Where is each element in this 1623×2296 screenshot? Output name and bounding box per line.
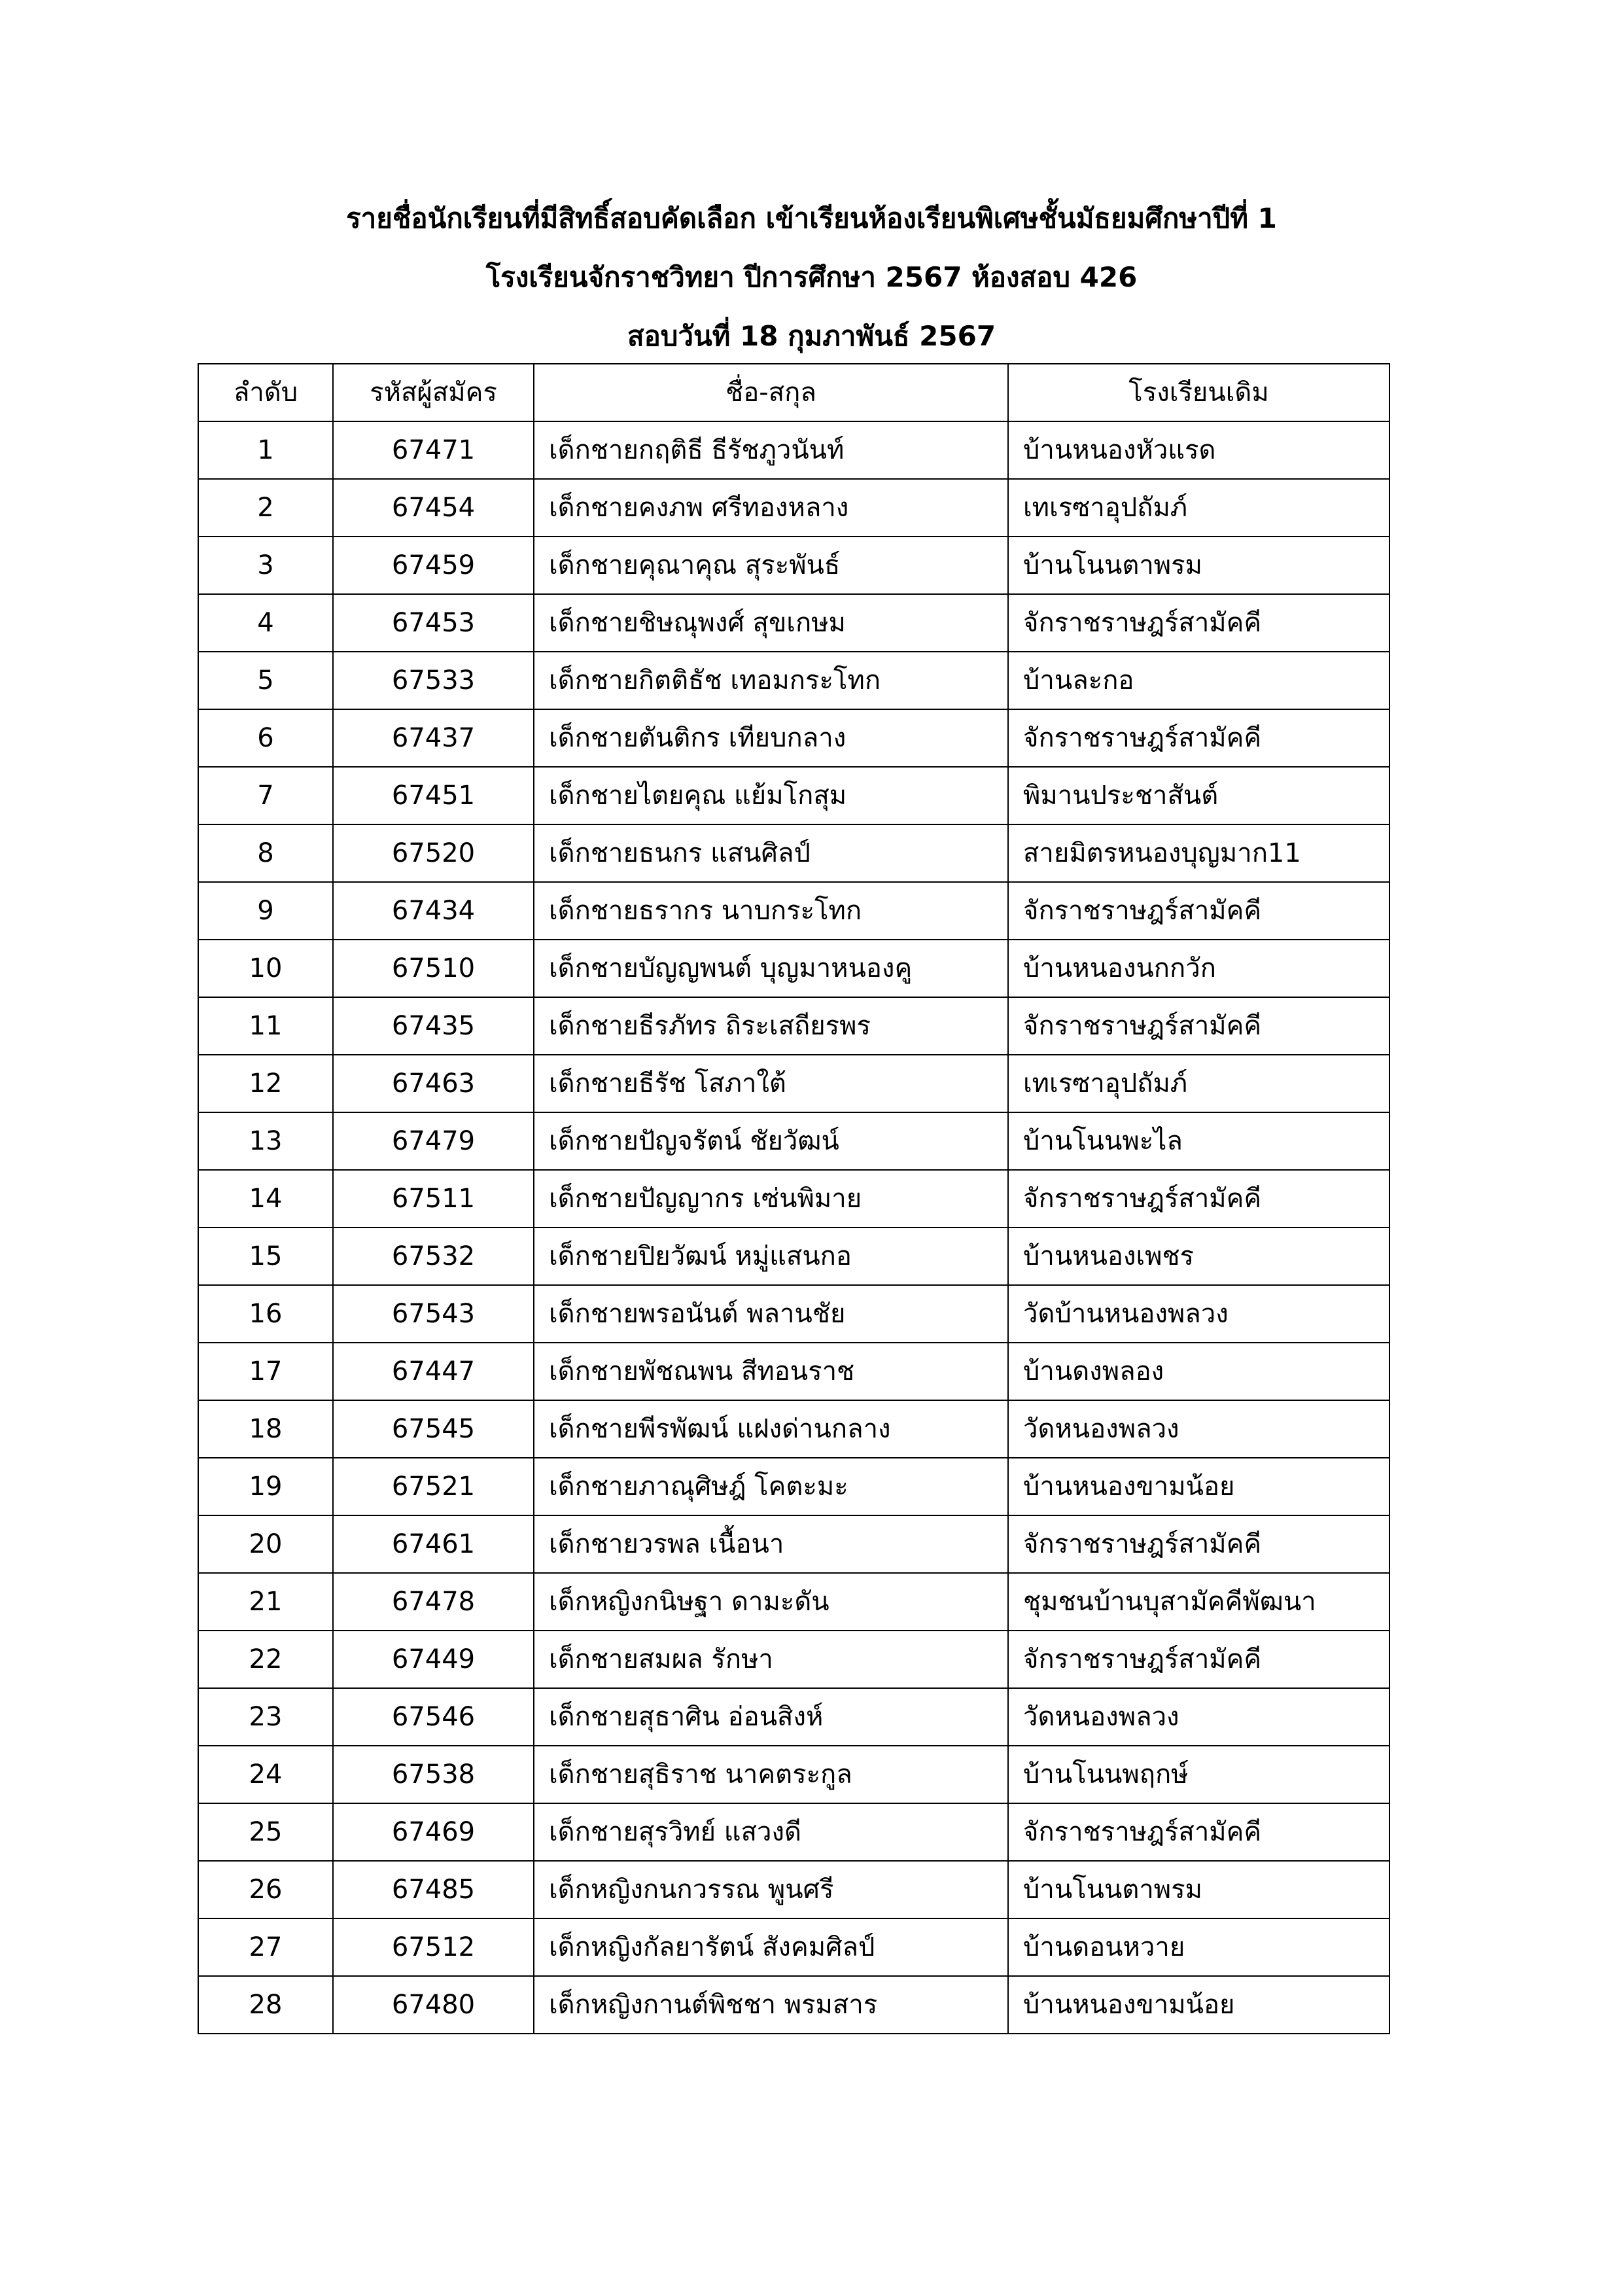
previous-school-cell: บ้านดงพลอง [1008, 1343, 1389, 1400]
applicant-code-cell: 67461 [333, 1515, 534, 1573]
school-year-room-line: โรงเรียนจักราชวิทยา ปีการศึกษา 2567 ห้องสอบ 426 [485, 261, 1138, 293]
table-row [198, 537, 1389, 594]
table-row [198, 479, 1389, 537]
applicant-code-cell: 67545 [333, 1400, 534, 1458]
previous-school-cell: บ้านโนนพะไล [1008, 1112, 1389, 1170]
table-body [198, 421, 1389, 2034]
order-cell: 21 [198, 1573, 333, 1631]
applicant-code-cell: 67437 [333, 709, 534, 767]
order-cell: 26 [198, 1861, 333, 1918]
full-name-cell: เด็กหญิงกัลยารัตน์ สังคมศิลป์ [534, 1918, 1008, 1976]
order-cell: 16 [198, 1285, 333, 1343]
order-cell: 5 [198, 652, 333, 709]
full-name-cell: เด็กชายกฤติธี ธีรัชภูวนันท์ [534, 421, 1008, 479]
previous-school-cell: สายมิตรหนองบุญมาก11 [1008, 824, 1389, 882]
applicant-code-cell: 67480 [333, 1976, 534, 2034]
previous-school-cell: พิมานประชาสันต์ [1008, 767, 1389, 824]
previous-school-cell: จักราชราษฎร์สามัคคี [1008, 1631, 1389, 1688]
order-cell: 23 [198, 1688, 333, 1746]
applicant-code-cell: 67451 [333, 767, 534, 824]
exam-date-line: สอบวันที่ 18 กุมภาพันธ์ 2567 [627, 320, 996, 352]
previous-school-cell: บ้านหนองขามน้อย [1008, 1458, 1389, 1515]
applicant-code-cell: 67532 [333, 1227, 534, 1285]
applicant-code-cell: 67459 [333, 537, 534, 594]
table-row [198, 997, 1389, 1055]
table-row [198, 767, 1389, 824]
order-cell: 15 [198, 1227, 333, 1285]
full-name-cell: เด็กชายสุรวิทย์ แสวงดี [534, 1803, 1008, 1861]
applicant-code-cell: 67471 [333, 421, 534, 479]
previous-school-cell: จักราชราษฎร์สามัคคี [1008, 1515, 1389, 1573]
order-cell: 24 [198, 1746, 333, 1803]
table-row [198, 1918, 1389, 1976]
previous-school-cell: เทเรซาอุปถัมภ์ [1008, 479, 1389, 537]
full-name-cell: เด็กชายไตยคุณ แย้มโกสุม [534, 767, 1008, 824]
full-name-cell: เด็กชายคุณาคุณ สุระพันธ์ [534, 537, 1008, 594]
order-cell: 2 [198, 479, 333, 537]
full-name-cell: เด็กชายตันติกร เทียบกลาง [534, 709, 1008, 767]
order-cell: 9 [198, 882, 333, 940]
applicant-code-cell: 67447 [333, 1343, 534, 1400]
order-cell: 17 [198, 1343, 333, 1400]
previous-school-cell: บ้านดอนหวาย [1008, 1918, 1389, 1976]
previous-school-cell: จักราชราษฎร์สามัคคี [1008, 1170, 1389, 1227]
applicant-code-cell: 67435 [333, 997, 534, 1055]
applicant-code-cell: 67543 [333, 1285, 534, 1343]
document-title: รายชื่อนักเรียนที่มีสิทธิ์สอบคัดเลือก เข้าเรียนห้องเรียนพิเศษชั้นมัธยมศึกษาปีที่ 1 [346, 202, 1277, 234]
student-list-table [198, 363, 1390, 2034]
table-row [198, 1573, 1389, 1631]
previous-school-cell: จักราชราษฎร์สามัคคี [1008, 1803, 1389, 1861]
table-row [198, 1458, 1389, 1515]
table-row [198, 1803, 1389, 1861]
full-name-cell: เด็กชายภาณุศิษฎ์ โคตะมะ [534, 1458, 1008, 1515]
order-cell: 8 [198, 824, 333, 882]
table-row [198, 1688, 1389, 1746]
order-cell: 13 [198, 1112, 333, 1170]
previous-school-cell: วัดหนองพลวง [1008, 1688, 1389, 1746]
column-header-previous-school: โรงเรียนเดิม [1008, 364, 1389, 421]
applicant-code-cell: 67485 [333, 1861, 534, 1918]
applicant-code-cell: 67512 [333, 1918, 534, 1976]
full-name-cell: เด็กชายปัญญากร เซ่นพิมาย [534, 1170, 1008, 1227]
order-cell: 25 [198, 1803, 333, 1861]
applicant-code-cell: 67479 [333, 1112, 534, 1170]
column-header-applicant-code: รหัสผู้สมัคร [333, 364, 534, 421]
table-row [198, 882, 1389, 940]
table-row [198, 709, 1389, 767]
table-row [198, 421, 1389, 479]
applicant-code-cell: 67538 [333, 1746, 534, 1803]
applicant-code-cell: 67478 [333, 1573, 534, 1631]
previous-school-cell: วัดบ้านหนองพลวง [1008, 1285, 1389, 1343]
table-row [198, 1515, 1389, 1573]
full-name-cell: เด็กหญิงกนกวรรณ พูนศรี [534, 1861, 1008, 1918]
full-name-cell: เด็กชายสุธิราช นาคตระกูล [534, 1746, 1008, 1803]
applicant-code-cell: 67510 [333, 940, 534, 997]
order-cell: 19 [198, 1458, 333, 1515]
full-name-cell: เด็กชายธรากร นาบกระโทก [534, 882, 1008, 940]
table-row [198, 1227, 1389, 1285]
full-name-cell: เด็กหญิงกนิษฐา ดามะดัน [534, 1573, 1008, 1631]
full-name-cell: เด็กชายสุธาศิน อ่อนสิงห์ [534, 1688, 1008, 1746]
table-header-row [198, 364, 1389, 421]
previous-school-cell: บ้านโนนตาพรม [1008, 1861, 1389, 1918]
table-row [198, 652, 1389, 709]
order-cell: 18 [198, 1400, 333, 1458]
previous-school-cell: จักราชราษฎร์สามัคคี [1008, 882, 1389, 940]
applicant-code-cell: 67453 [333, 594, 534, 652]
applicant-code-cell: 67521 [333, 1458, 534, 1515]
table-row [198, 940, 1389, 997]
full-name-cell: เด็กชายปัญจรัตน์ ชัยวัฒน์ [534, 1112, 1008, 1170]
previous-school-cell: บ้านหนองเพชร [1008, 1227, 1389, 1285]
column-header-order: ลำดับ [198, 364, 333, 421]
order-cell: 28 [198, 1976, 333, 2034]
table-row [198, 1112, 1389, 1170]
table-row [198, 1170, 1389, 1227]
previous-school-cell: จักราชราษฎร์สามัคคี [1008, 997, 1389, 1055]
previous-school-cell: จักราชราษฎร์สามัคคี [1008, 594, 1389, 652]
previous-school-cell: ชุมชนบ้านบุสามัคคีพัฒนา [1008, 1573, 1389, 1631]
order-cell: 7 [198, 767, 333, 824]
previous-school-cell: บ้านโนนพฤกษ์ [1008, 1746, 1389, 1803]
order-cell: 10 [198, 940, 333, 997]
table-row [198, 1285, 1389, 1343]
previous-school-cell: บ้านหนองนกกวัก [1008, 940, 1389, 997]
previous-school-cell: บ้านหนองหัวแรด [1008, 421, 1389, 479]
column-header-full-name: ชื่อ-สกุล [534, 364, 1008, 421]
order-cell: 27 [198, 1918, 333, 1976]
table-row [198, 594, 1389, 652]
applicant-code-cell: 67463 [333, 1055, 534, 1112]
table-row [198, 1055, 1389, 1112]
order-cell: 6 [198, 709, 333, 767]
full-name-cell: เด็กชายธีรภัทร ถิระเสถียรพร [534, 997, 1008, 1055]
order-cell: 4 [198, 594, 333, 652]
table-row [198, 1746, 1389, 1803]
previous-school-cell: บ้านละกอ [1008, 652, 1389, 709]
full-name-cell: เด็กชายกิตติธัช เทอมกระโทก [534, 652, 1008, 709]
order-cell: 1 [198, 421, 333, 479]
table-row [198, 1976, 1389, 2034]
previous-school-cell: เทเรซาอุปถัมภ์ [1008, 1055, 1389, 1112]
full-name-cell: เด็กชายบัญญพนต์ บุญมาหนองคู [534, 940, 1008, 997]
order-cell: 14 [198, 1170, 333, 1227]
table-row [198, 1400, 1389, 1458]
order-cell: 3 [198, 537, 333, 594]
applicant-code-cell: 67454 [333, 479, 534, 537]
applicant-code-cell: 67449 [333, 1631, 534, 1688]
applicant-code-cell: 67520 [333, 824, 534, 882]
applicant-code-cell: 67511 [333, 1170, 534, 1227]
order-cell: 20 [198, 1515, 333, 1573]
applicant-code-cell: 67469 [333, 1803, 534, 1861]
full-name-cell: เด็กชายวรพล เนื้อนา [534, 1515, 1008, 1573]
full-name-cell: เด็กหญิงกานต์พิชชา พรมสาร [534, 1976, 1008, 2034]
order-cell: 12 [198, 1055, 333, 1112]
table-row [198, 1631, 1389, 1688]
full-name-cell: เด็กชายพีรพัฒน์ แฝงด่านกลาง [534, 1400, 1008, 1458]
full-name-cell: เด็กชายสมผล รักษา [534, 1631, 1008, 1688]
previous-school-cell: วัดหนองพลวง [1008, 1400, 1389, 1458]
applicant-code-cell: 67434 [333, 882, 534, 940]
order-cell: 11 [198, 997, 333, 1055]
applicant-code-cell: 67533 [333, 652, 534, 709]
full-name-cell: เด็กชายธนกร แสนศิลป์ [534, 824, 1008, 882]
full-name-cell: เด็กชายคงภพ ศรีทองหลาง [534, 479, 1008, 537]
previous-school-cell: จักราชราษฎร์สามัคคี [1008, 709, 1389, 767]
previous-school-cell: บ้านหนองขามน้อย [1008, 1976, 1389, 2034]
full-name-cell: เด็กชายพัชณพน สีทอนราช [534, 1343, 1008, 1400]
full-name-cell: เด็กชายปิยวัฒน์ หมู่แสนกอ [534, 1227, 1008, 1285]
table-row [198, 1343, 1389, 1400]
applicant-code-cell: 67546 [333, 1688, 534, 1746]
table-row [198, 1861, 1389, 1918]
full-name-cell: เด็กชายธีรัช โสภาใต้ [534, 1055, 1008, 1112]
full-name-cell: เด็กชายพรอนันต์ พลานชัย [534, 1285, 1008, 1343]
full-name-cell: เด็กชายชิษณุพงศ์ สุขเกษม [534, 594, 1008, 652]
table-row [198, 824, 1389, 882]
previous-school-cell: บ้านโนนตาพรม [1008, 537, 1389, 594]
order-cell: 22 [198, 1631, 333, 1688]
